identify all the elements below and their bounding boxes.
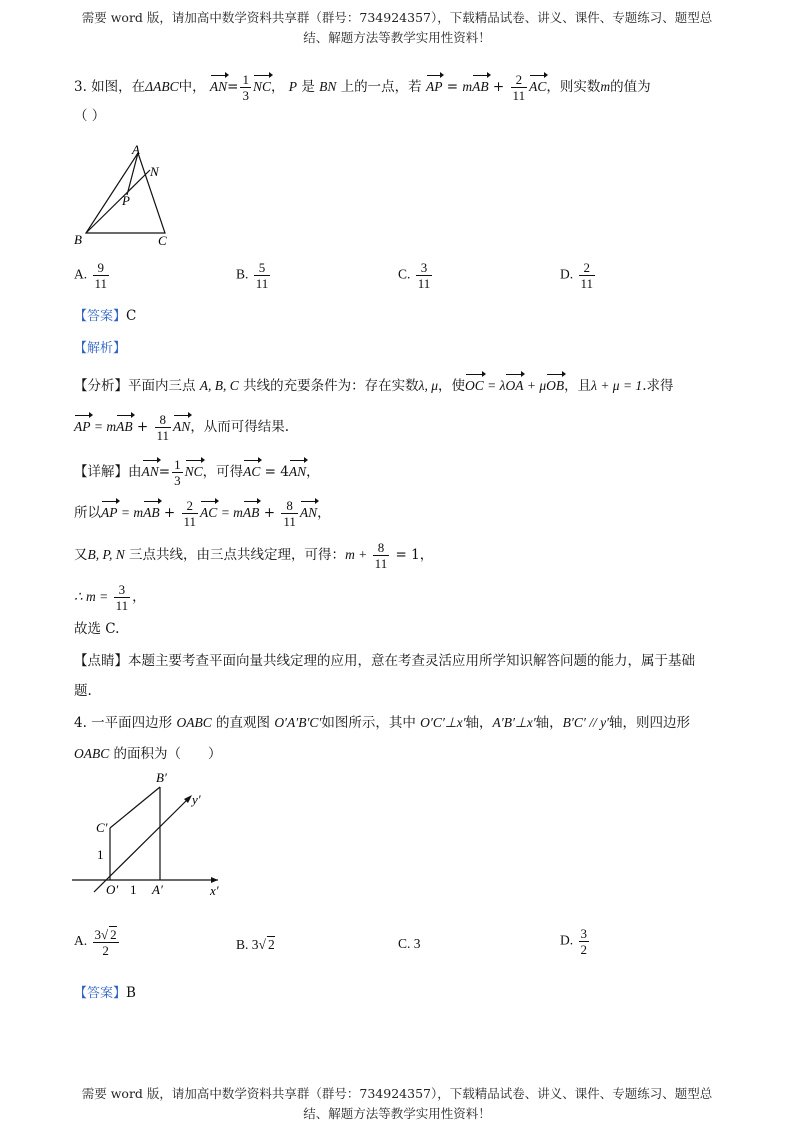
frac-num [93,926,119,943]
label-a: A [132,142,140,157]
label-x-prime: x′ [210,883,219,898]
frac-3-11 [114,582,131,613]
q3-dianjing-line2: 题. [74,683,92,699]
frac-8-11 [281,498,298,529]
frac-2-11 [511,72,528,103]
text: 三点共线，由三点共线定理，可得： [124,547,346,563]
radicand: 2 [110,927,117,942]
frac-den: 11 [156,428,170,443]
option-letter: C. [398,936,411,951]
frac-num: 2 [579,260,596,276]
frac-num: 2 [511,72,528,88]
option-frac [93,926,119,958]
text: + [132,419,153,435]
option-frac [579,260,596,291]
vec-an: AN [210,74,227,97]
frac-2-11 [182,498,199,529]
frac-num: 2 [182,498,199,514]
cond-1: O′C′⊥x′ [420,715,466,730]
vec-oa: OA [505,373,523,396]
vec-ac: AC [529,74,546,97]
option-letter: C. [398,266,411,282]
vec-ab: AB [472,74,489,97]
frac-den: 2 [580,942,587,957]
text: ，可得 [202,464,244,480]
header-line-1: 需要 word 版，请加高中数学资料共享群（群号：734924357），下载精品试卷、讲义、课件、专题练习、题型总 [81,10,713,25]
answer-value: B [126,985,136,1001]
q3-text: 中， [178,79,206,95]
var-m: m [600,79,611,94]
answer-value: C [126,308,137,324]
footer-line-1: 需要 word 版，请加高中数学资料共享群（群号：734924357），下载精品试卷、讲义、课件、专题练习、题型总 [81,1086,713,1101]
text: 由 [128,464,142,480]
var-m: m [462,79,473,94]
q3-option-d[interactable] [560,260,597,291]
vec-ab: AB [143,500,160,523]
text: + [159,505,180,521]
option-frac [416,260,433,291]
text: ， [306,464,320,480]
quad-oabc: OABC [74,746,110,761]
q4-option-d[interactable] [560,926,591,957]
answer-tag: 【答案】 [74,986,127,1001]
frac-den: 2 [102,943,109,958]
footer-banner [40,1084,754,1124]
frac-num: 3 [580,926,587,941]
vec-nc: NC [253,74,271,97]
frac-num: 5 [254,260,271,276]
label-one-horizontal: 1 [130,882,137,897]
frac-den: 11 [374,556,388,571]
text: 所以 [74,505,101,521]
text: ， [317,505,331,521]
text: 本题主要考查平面向量共线定理的应用，意在考查灵活应用所学知识解答问题的能力，属于基础 [128,653,695,669]
vec-ap: AP [74,414,91,437]
frac-1-3 [240,72,251,103]
text: ，从而可得结果. [190,419,290,435]
points-bpn: B, P, N [87,547,125,562]
q3-eq: = [227,79,239,95]
text: = m [217,505,243,520]
text: ， [132,589,146,605]
q4-intuitive-figure [68,770,238,900]
text: 轴， [465,715,493,731]
q4-option-a[interactable] [74,926,121,958]
label-n: N [150,164,159,179]
coef: 3 [94,927,101,942]
q3-triangle-figure [70,140,180,250]
text: 轴，则四边形 [609,715,691,731]
q3-number: 3. 如图，在 [74,79,146,95]
option-value: 3 [413,936,421,951]
cond-3: B′C′ // y′ [562,715,610,730]
frac-den: 11 [183,514,197,529]
text: = m [90,419,117,434]
coef: 3 [251,937,259,952]
vec-oc: OC [465,373,484,396]
header-line-2: 结、解题方法等教学实用性资料！ [303,30,491,45]
vec-nc: NC [185,459,203,482]
q4-option-c[interactable] [398,936,421,952]
segment-ap-line [127,153,138,195]
q3-triangle: ΔABC [145,79,179,94]
vec-an: AN [173,414,190,437]
vec-ap: AP [101,500,118,523]
lambda-mu-sum: λ + μ = 1 [591,378,643,393]
q4-statement-line2 [74,744,222,764]
fenxi-tag: 【分析】 [74,378,128,394]
frac-num: 8 [373,540,390,556]
frac-den: 11 [115,598,129,613]
option-frac [254,260,271,291]
frac-den: 11 [417,276,431,291]
label-c: C [158,233,167,248]
frac-8-11 [155,412,172,443]
vec-an: AN [142,459,159,482]
label-o-prime: O′ [106,882,119,897]
frac-den: 11 [94,276,108,291]
text: 轴， [535,715,563,731]
option-letter: A. [74,266,88,282]
q3-detail-line1 [74,457,320,488]
segment-bn: BN [319,79,337,94]
dianjing-tag: 【点睛】 [74,653,128,669]
header-banner [40,8,754,48]
q3-fenxi-line1 [74,373,673,396]
q3-option-a[interactable] [74,260,111,291]
q4-option-b[interactable] [236,936,275,953]
text: 的直观图 [211,715,275,731]
q3-detail-line4 [74,582,146,613]
text: = [158,464,171,480]
vec-an: AN [289,459,306,482]
q3-plus: + [488,79,509,95]
frac-num: 8 [281,498,298,514]
therefore-m: ∴ m = [74,589,112,604]
frac-den: 11 [580,276,594,291]
frac-den: 3 [174,473,181,488]
text: .求得 [642,378,674,394]
frac-den: 11 [512,88,526,103]
footer-line-2: 结、解题方法等教学实用性资料！ [303,1106,491,1121]
text: = λ [483,378,506,393]
text: + μ [523,378,547,393]
answer-tag: 【答案】 [74,309,127,324]
q3-dianjing-line1 [74,651,695,671]
option-letter: B. [236,266,249,282]
label-y-prime: y′ [192,792,201,807]
sqrt-sign: √ [101,927,109,942]
q3-statement [74,72,651,103]
vec-ac: AC [243,459,260,482]
q3-option-b[interactable] [236,260,272,291]
q3-analysis-tag [74,338,126,359]
y-axis [94,799,188,892]
frac-1-3 [172,457,183,488]
text: ，使 [437,378,465,394]
q3-text: 是 [297,79,320,95]
vec-ob: OB [546,373,564,396]
text: 4. 一平面四边形 [74,715,177,731]
frac-num: 9 [93,260,110,276]
q3-text: ，则实数 [546,79,601,95]
frac-den: 11 [255,276,269,291]
frac-8-11 [373,540,390,571]
option-letter: D. [560,932,574,948]
radicand: 2 [267,937,275,952]
vec-an: AN [300,500,317,523]
label-b-prime: B′ [156,770,167,785]
quad-oabc-prime: O′A′B′C′ [274,715,322,730]
text: = 1 [391,547,420,563]
quad-oabc: OABC [176,715,212,730]
text: ， [419,547,434,563]
analysis-tag: 【解析】 [74,341,127,356]
q3-text: ， [270,79,285,95]
point-p: P [288,79,298,94]
q3-paren: （ ） [74,108,106,124]
text: 如图所示，其中 [321,715,421,731]
vec-ap: AP [426,74,443,97]
q3-text: 上的一点，若 [336,79,422,95]
cond-2: A′B′⊥x′ [492,715,536,730]
text: 共线的充要条件为：存在实数 [238,378,419,394]
text: + [259,505,280,521]
lambda-mu: λ, μ [418,378,438,393]
text: m + [345,547,371,562]
option-frac [579,926,590,957]
text: = 4 [260,464,289,480]
vec-ab: AB [116,414,133,437]
q3-option-c[interactable] [398,260,434,291]
text: 平面内三点 [128,378,200,394]
q3-text: 的值为 [610,79,651,95]
text: = m [117,505,144,520]
label-a-prime: A′ [152,882,163,897]
segment-bn-line [86,170,150,233]
text: ，且 [564,378,592,394]
q3-answer [74,306,136,327]
q3-detail-line3 [74,540,433,571]
option-frac [93,260,110,291]
text: 的面积为（ ） [109,746,222,762]
label-one-vertical: 1 [97,847,104,862]
q4-answer [74,983,136,1004]
label-p: P [122,193,130,208]
segment-cb [110,787,160,828]
points-abc: A, B, C [199,378,239,393]
q3-detail-line2 [74,498,331,529]
q3-choose: 故选 C. [74,621,120,637]
text: 又 [74,547,88,563]
label-c-prime: C′ [96,820,108,835]
label-b: B [74,232,82,247]
frac-den: 3 [242,88,249,103]
frac-num: 8 [155,412,172,428]
frac-den: 11 [283,514,296,529]
q4-statement-line1 [74,713,690,733]
frac-num: 1 [174,457,181,472]
q3-fenxi-line2 [74,412,289,443]
frac-num: 1 [242,72,249,87]
option-letter: A. [74,933,88,949]
q3-eq: = [442,79,463,95]
detail-tag: 【详解】 [74,464,128,480]
sqrt-sign: √ [258,937,266,952]
option-letter: D. [560,266,574,282]
vec-ac: AC [200,500,217,523]
option-letter: B. [236,937,249,952]
frac-num: 3 [114,582,131,598]
vec-ab: AB [243,500,260,523]
frac-num: 3 [416,260,433,276]
